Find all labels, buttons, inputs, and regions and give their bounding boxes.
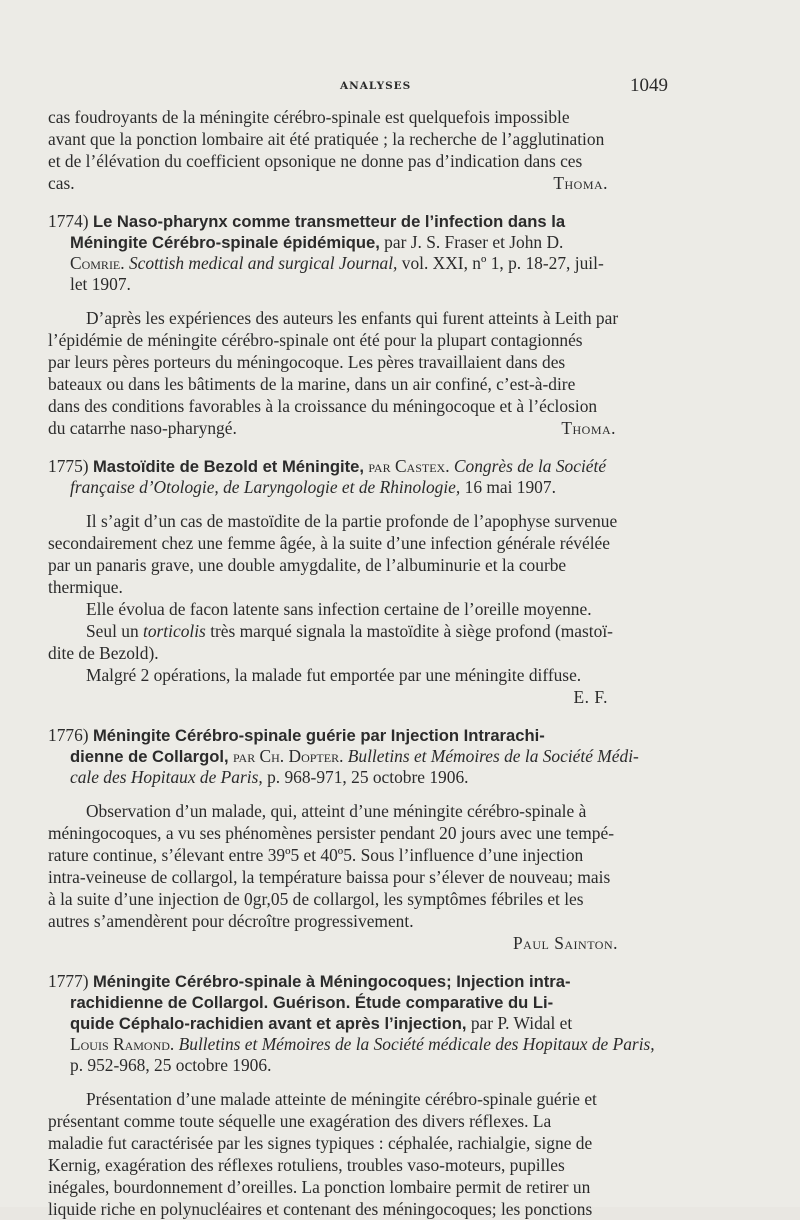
signature: Thoma. bbox=[561, 418, 616, 438]
journal-title: cale des Hopitaux de Paris, bbox=[70, 767, 263, 787]
signature: E. F. bbox=[573, 687, 608, 707]
entry-body: Il s’agit d’un cas de mastoïdite de la partie profonde de l’apophyse survenue secondairement chez une femme âgée, à la suite d’une infection générale révélée par un panaris grave, une double amygdalite, de l’albuminurie et la courbe thermique. Elle évolua de facon latente sans infection certaine de l’oreille moyenne. Seul un torticolis très marqué signala la mastoïdite à siège profond (mastoï- dite de Bezold). Malgré 2 opérations, la malade fut emportée par une méningite diffuse. E. F. bbox=[48, 511, 618, 707]
journal-title: française d’Otologie, de Laryngologie et de Rhinologie, bbox=[70, 477, 461, 497]
running-head: ANALYSES bbox=[340, 80, 412, 92]
page-number: 1049 bbox=[630, 75, 668, 96]
entry-reference: let 1907. bbox=[70, 274, 131, 294]
entry-title-line bbox=[48, 211, 668, 232]
entry-title: Méningite Cérébro-spinale à Méningocoques; Injection intra- bbox=[92, 972, 571, 991]
entry-body: Observation d’un malade, qui, atteint d’une méningite cérébro-spinale à méningocoques, a vu ses phénomènes persister pendant 20 jours avec une tempé- rature continue, s’élevant entre 39º5 et 40º5. Sous l’influence d’une injection intra-veineuse de collargol, la température baissa pour s’élever de nouveau; mais à la suite d’une injection de 0gr,05 de collargol, les symptômes fébriles et les autres s’amendèrent pour décroître progressivement. Paul Sainton. bbox=[48, 801, 618, 953]
entry-body: D’après les expériences des auteurs les enfants qui furent atteints à Leith par l’épidémie de méningite cérébro-spinale ont été pour la plupart contagionnés par leurs pères porteurs du méningocoque. Les pères travaillaient dans des bateaux ou dans les bâtiments de la marine, dans un air confiné, c’est-à-dire dans des conditions favorables à la croissance du méningocoque et à l’éclosion du catarrhe naso-pharyngé. Thoma. bbox=[48, 308, 619, 438]
entry-1776 bbox=[48, 725, 668, 954]
entry-1774 bbox=[48, 211, 668, 439]
entry-number: 1777) bbox=[48, 971, 89, 991]
entry-reference: Louis Ramond. Bulletins et Mémoires de la Société médicale des Hopitaux de Paris, bbox=[70, 1034, 655, 1054]
entry-reference: cale des Hopitaux de Paris, p. 968-971, 25 octobre 1906. bbox=[70, 767, 469, 787]
entry-authors: par P. Widal et bbox=[470, 1013, 573, 1033]
text-column bbox=[48, 106, 668, 1220]
page-header bbox=[0, 74, 800, 98]
entry-1775 bbox=[48, 456, 668, 708]
entry-title-line: dienne de Collargol, par Ch. Dopter. Bulletins et Mémoires de la Société Médi- bbox=[70, 746, 639, 766]
entry-title: Mastoïdite de Bezold et Méningite, bbox=[92, 457, 364, 476]
entry-title: Le Naso-pharynx comme transmetteur de l’infection dans la bbox=[92, 212, 566, 231]
entry-reference: française d’Otologie, de Laryngologie et de Rhinologie, 16 mai 1907. bbox=[70, 477, 556, 497]
signature: Paul Sainton. bbox=[513, 933, 618, 953]
intro-paragraph bbox=[48, 106, 668, 194]
entry-reference: Comrie. Scottish medical and surgical Journal, vol. XXI, nº 1, p. 18-27, juil- bbox=[70, 253, 604, 273]
entry-number: 1775) bbox=[48, 456, 89, 476]
text-line: cas foudroyants de la méningite cérébro-spinale est quelquefois impossible bbox=[48, 107, 570, 127]
entry-authors: par Ch. Dopter. bbox=[232, 746, 344, 766]
entry-title-line: Méningite Cérébro-spinale épidémique, par J. S. Fraser et John D. bbox=[70, 232, 564, 252]
entry-title-line bbox=[48, 971, 668, 992]
entry-title: Méningite Cérébro-spinale guérie par Injection Intrarachi- bbox=[92, 726, 545, 745]
entry-number: 1776) bbox=[48, 725, 89, 745]
entry-title-line bbox=[48, 725, 668, 746]
text-line: cas. Thoma. bbox=[48, 173, 608, 193]
entry-1777 bbox=[48, 971, 668, 1220]
entry-title-line: quide Céphalo-rachidien avant et après l’injection, par P. Widal et bbox=[70, 1013, 573, 1033]
journal-title: Bulletins et Mémoires de la Société médicale des Hopitaux de Paris, bbox=[178, 1034, 655, 1054]
journal-title: Scottish medical and surgical Journal, bbox=[128, 253, 398, 273]
text-line: avant que la ponction lombaire ait été pratiquée ; la recherche de l’agglutination bbox=[48, 129, 605, 149]
signature: Thoma. bbox=[553, 173, 608, 193]
entry-number: 1774) bbox=[48, 211, 89, 231]
entry-title-line: rachidienne de Collargol. Guérison. Étude comparative du Li- bbox=[70, 993, 554, 1012]
entry-title-line: 1775) Mastoïdite de Bezold et Méningite, par Castex. Congrès de la Société bbox=[48, 456, 607, 476]
text-line: et de l’élévation du coefficient opsonique ne donne pas d’indication dans ces bbox=[48, 151, 583, 171]
entry-authors: par J. S. Fraser et John D. bbox=[384, 232, 564, 252]
entry-body: Présentation d’une malade atteinte de méningite cérébro-spinale guérie et présentant comme toute séquelle une exagération des divers réflexes. La maladie fut caractérisée par les signes typiques : céphalée, rachialgie, signe de Kernig, exagération des réflexes rotuliens, troubles vaso-moteurs, pupilles inégales, bourdonnement d’oreilles. La ponction lombaire permit de retirer un liquide riche en polynucléaires et contenant des méningocoques; les ponctions bbox=[48, 1089, 597, 1219]
entry-reference: p. 952-968, 25 octobre 1906. bbox=[70, 1055, 272, 1075]
